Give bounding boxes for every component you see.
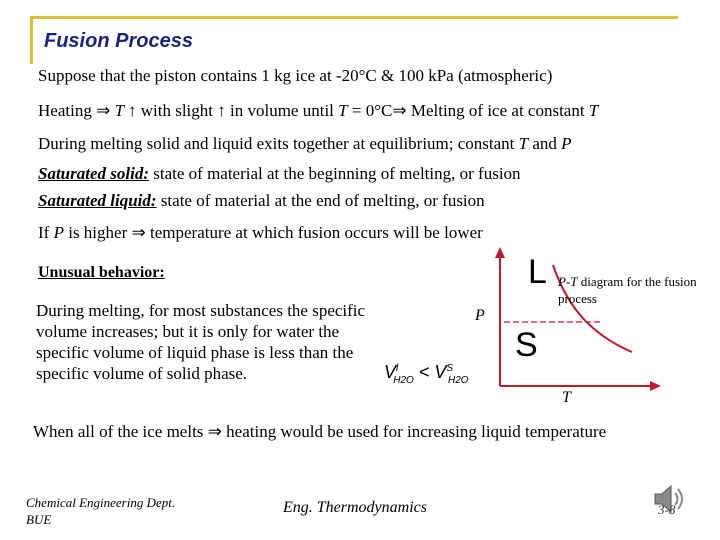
line-piston: Suppose that the piston contains 1 kg ice at -20°C & 100 kPa (atmospheric) — [38, 66, 553, 85]
solid-region-label: S — [515, 326, 538, 364]
t-axis-label: T — [562, 389, 571, 406]
line-pressure-effect: If P is higher ⇒ temperature at which fusion occurs will be lower — [38, 223, 483, 242]
diagram-caption: P-T diagram for the fusion process — [558, 274, 697, 306]
unusual-heading: Unusual behavior: — [38, 264, 165, 281]
x-axis-arrowhead — [650, 381, 661, 391]
page-number: 3-8 — [658, 502, 676, 517]
line-saturated-solid: Saturated solid: state of material at the beginning of melting, or fusion — [38, 164, 521, 183]
slide-title: Fusion Process — [44, 30, 193, 52]
bottom-paragraph: When all of the ice melts ⇒ heating would be used for increasing liquid temperature — [33, 422, 607, 441]
liquid-region-label: L — [528, 253, 547, 291]
volume-comparison: $V^l_{H2O} < V^S_{H2O}$ — [384, 362, 469, 386]
line-heating: Heating ⇒ T ↑ with slight ↑ in volume until T = 0°C⇒ Melting of ice at constant T — [38, 101, 599, 120]
footer-department: Chemical Engineering Dept. BUE — [26, 495, 176, 527]
p-axis-label: P — [475, 307, 485, 324]
footer-course: Eng. Thermodynamics — [283, 499, 427, 516]
y-axis-arrowhead — [495, 247, 505, 258]
line-saturated-liquid: Saturated liquid: state of material at the end of melting, or fusion — [38, 191, 485, 210]
unusual-paragraph: During melting, for most substances the specific volume increases; but it is only for water the specific volume of liquid phase is less than the specific volume of solid phase. — [36, 301, 366, 383]
line-equilibrium: During melting solid and liquid exits together at equilibrium; constant T and P — [38, 134, 572, 153]
